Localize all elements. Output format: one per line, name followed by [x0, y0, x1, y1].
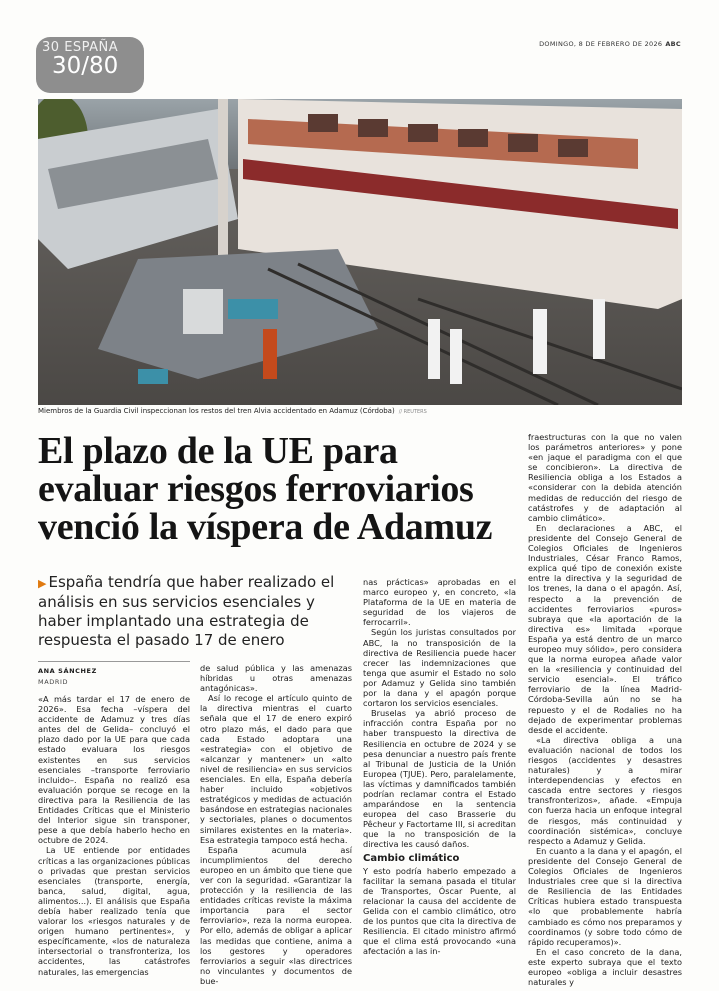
- article-column-2: [200, 663, 352, 986]
- photo-credit: // REUTERS: [398, 409, 427, 415]
- caption-text: Miembros de la Guardia Civil inspeccionan los restos del tren Alvia accidentado en Adamuz (Córdoba): [38, 407, 395, 415]
- paragraph: La UE entiende por entidades críticas a las organizaciones públicas o privadas que prestan servicios esenciales (transporte, energía, banca, salud, digital, agua, alimentos...). El análisis que España debía haber realizado tenía que valorar los «riesgos naturales y de origen humano pertinentes», y específicamente, «los de naturaleza intersectorial o transfronteriza, los accidentes, las catástrofes naturales, las emergencias: [38, 845, 190, 977]
- paragraph: «A más tardar el 17 de enero de 2026». Esa fecha –víspera del accidente de Adamuz y tres días antes del de Gelida– concluyó el plazo dado por la UE para que cada estado evaluara los riesgos existentes en sus servicios esenciales –transporte ferroviario incluido–. España no realizó esa evaluación porque se recoge en la directiva para la Resiliencia de las Entidades Críticas que el Ministerio del Interior sigue sin transponer, pese a que debía haberlo hecho en octubre de 2024.: [38, 694, 190, 846]
- paragraph: de salud pública y las amenazas híbridas u otras amenazas antagónicas».: [200, 663, 352, 694]
- article-column-1: [38, 694, 190, 977]
- paragraph: Y esto podría haberlo empezado a facilitar la semana pasada el titular de Transportes, Óscar Puente, al relacionar la causa del accidente de Gelida con el cambio climático, otro de los puntos que cita la directiva de Resiliencia. El citado ministro afirmó que el clima está provocando «una afectación a las in-: [363, 865, 516, 957]
- section-label: 30 ESPAÑA: [42, 40, 119, 55]
- paragraph: Según los juristas consultados por ABC, la no transposición de la directiva de Resiliencia puede hacer crecer las indemnizaciones que tenga que asumir el Estado no solo por Adamuz y Gelida sino también por la dana y el apagón porque cortaron los servicios esenciales.: [363, 627, 516, 709]
- paragraph: En el caso concreto de la dana, este experto subraya que el texto europeo «obliga a incluir desastres naturales y: [528, 946, 682, 988]
- subheading: Cambio climático: [363, 852, 460, 864]
- publication-name: ABC: [665, 40, 681, 48]
- news-photo: [38, 99, 682, 405]
- dateline-city: MADRID: [38, 678, 69, 686]
- lead-text: España tendría que haber realizado el análisis en sus servicios esenciales y haber implantado una estrategia de respuesta el pasado 17 de enero: [38, 573, 335, 649]
- page-badge: [36, 37, 144, 93]
- paragraph: Así lo recoge el artículo quinto de la directiva mientras el cuarto señala que el 17 de enero expiró otro plazo más, el dado para que cada Estado adoptara una «estrategia» con el objetivo de «alcanzar y mantener» un «alto nivel de resiliencia» en sus servicios esenciales. En ella, España debería haber incluido «objetivos estratégicos y medidas de actuación basándose en estrategias nacionales y sectoriales, planes o documentos similares existentes en la materia». Esa estrategia tampoco está hecha.: [200, 693, 352, 845]
- article-column-4: [528, 432, 682, 987]
- paragraph: fraestructuras con la que no valen los parámetros anteriores» y pone «en jaque el paradigma con el que se concibieron». La directiva de Resiliencia obliga a los Estados a «considerar con la debida atención medidas de reducción del riesgo de catástrofes y de adaptación al cambio climático».: [528, 432, 682, 523]
- paragraph: En cuanto a la dana y el apagón, el presidente del Consejo General de Colegios Oficiales de Ingenieros Industriales cree que si la directiva de Resiliencia de las Entidades Críticas hubiera estado transpuesta «lo que probablemente habría cambiado es cómo nos preparamos y coordinamos (y sobre todo cómo de rápido recuperamos)».: [528, 845, 682, 947]
- paragraph: Bruselas ya abrió proceso de infracción contra España por no haber transpuesto la directiva de Resiliencia en octubre de 2024 y se pesa denunciar a nuestro país frente al Tribunal de Justicia de la Unión Europea (TJUE). Pero, paralelamente, las víctimas y damnificados también podrían reclamar contra el Estado amparándose en la sentencia europea del caso Brasserie du Pêcheur y Factortame III, si acreditan que la no transposición de la directiva les causó daños.: [363, 708, 516, 850]
- page-counter[interactable]: 30/80: [52, 53, 119, 79]
- headline: El plazo de la UE para evaluar riesgos ferroviarios venció la víspera de Adamuz: [38, 430, 493, 548]
- lead-summary: [38, 573, 338, 650]
- triangle-bullet-icon: ▶: [38, 577, 47, 590]
- photo-caption: [38, 407, 682, 415]
- paragraph: En declaraciones a ABC, el presidente del Consejo General de Colegios Oficiales de Ingenieros Industriales, César Franco Ramos, explica qué tipo de conexión existe entre la directiva y la seguridad de los trenes, la dana o el apagón. Así, respecto a la prevención de accidentes ferroviarios «puros» subraya que «la aportación de la directiva es» limitada «porque España ya está dentro de un marco europeo muy sólido», pero considera que la norma europea añade valor en la «resiliencia y continuidad del servicio esencial». El tráfico ferroviario de la línea Madrid-Córdoba-Sevilla aún no se ha repuesto y el de Rodalies no ha dejado de experimentar problemas desde el accidente.: [528, 522, 682, 735]
- article-column-3: [363, 577, 516, 956]
- paragraph: «La directiva obliga a una evaluación nacional de todos los riesgos (accidentes y desastres naturales) y a mirar interdependencias y efectos en cascada entre sectores y riesgos transfronterizos», añade. «Empuja con fuerza hacia un enfoque integral de riesgos, más continuidad y coordinación sistémica», concluye respecto a Adamuz y Gelida.: [528, 734, 682, 846]
- author: ANA SÁNCHEZ: [38, 667, 97, 675]
- paragraph: España acumula así incumplimientos del derecho europeo en un ámbito que tiene que ver con la seguridad. «Garantizar la protección y la resiliencia de las entidades críticas reviste la máxima importancia para el sector ferroviario», reza la norma europea. Por ello, además de obligar a aplicar las medidas que contiene, anima a los gestores y operadores ferroviarios a seguir «las directrices no vinculantes y documentos de bue-: [200, 844, 352, 986]
- byline: [38, 661, 190, 686]
- dateline: [539, 40, 681, 48]
- date: DOMINGO, 8 DE FEBRERO DE 2026: [539, 40, 663, 48]
- paragraph: nas prácticas» aprobadas en el marco europeo y, en concreto, «la Plataforma de la UE en materia de seguridad de los viajeros de ferrocarril».: [363, 577, 516, 628]
